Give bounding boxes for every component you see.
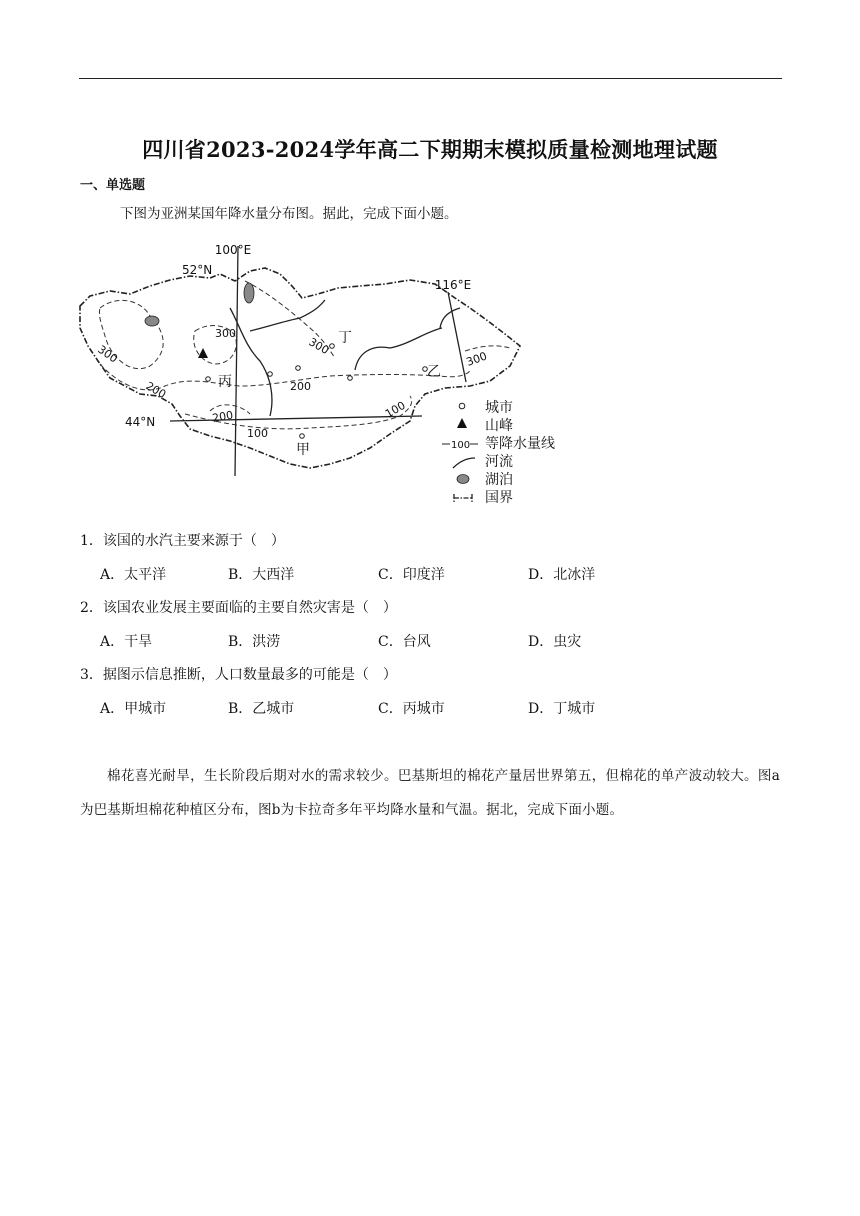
option-a: A．干旱 — [100, 634, 153, 650]
city-label-yi: 乙 — [427, 364, 441, 380]
question-3-options — [100, 698, 700, 718]
legend-isoline-sample: 100 — [451, 440, 471, 451]
city-marker — [300, 434, 305, 439]
label-100e: 100°E — [214, 243, 252, 257]
isoline-label-100: 100 — [247, 427, 268, 440]
legend-river-label: 河流 — [485, 454, 513, 470]
option-d: D．丁城市 — [528, 701, 596, 717]
question-1-options — [100, 564, 700, 584]
isoline-label-300: 300 — [306, 335, 332, 358]
city-marker — [296, 366, 301, 371]
question-intro: 下图为亚洲某国年降水量分布图。据此，完成下面小题。 — [120, 206, 458, 222]
isoline-label-200: 200 — [290, 380, 311, 393]
reading-passage: 棉花喜光耐旱，生长阶段后期对水的需求较少。巴基斯坦的棉花产量居世界第五，但棉花的单产波动较大。图a为巴基斯坦棉花种植区分布，图b为卡拉奇多年平均降水量和气温。据北，完成下面小题。 — [80, 768, 780, 818]
isoline-label-300: 300 — [464, 349, 489, 369]
city-label-jia: 甲 — [296, 442, 310, 458]
city-marker — [206, 377, 211, 382]
option-d: D．虫灾 — [528, 634, 582, 650]
option-c: C．台风 — [378, 634, 431, 650]
header-rule — [79, 78, 782, 79]
question-1-stem: 1．该国的水汽主要来源于（ ） — [80, 533, 285, 549]
page-title: 四川省2023-2024学年高二下期期末模拟质量检测地理试题 — [142, 137, 718, 162]
legend-river-symbol — [453, 458, 475, 468]
option-a: A．太平洋 — [100, 567, 167, 583]
isoline-label-300: 300 — [215, 327, 236, 340]
label-44n: 44°N — [125, 415, 156, 429]
legend-border-label: 国界 — [485, 490, 513, 506]
city-marker — [268, 372, 273, 377]
legend-peak-label: 山峰 — [485, 418, 513, 434]
city-label-ding: 丁 — [338, 330, 352, 346]
river-main — [250, 300, 325, 331]
lake-west — [145, 316, 159, 326]
city-label-bing: 丙 — [218, 374, 232, 390]
legend-lake-symbol — [457, 475, 469, 484]
river-north — [440, 308, 460, 328]
legend-city-symbol — [459, 403, 465, 409]
peak-marker — [198, 348, 208, 358]
option-c: C．印度洋 — [378, 567, 445, 583]
option-b: B．乙城市 — [228, 701, 295, 717]
option-c: C．丙城市 — [378, 701, 445, 717]
legend-peak-symbol — [457, 418, 467, 428]
isoline-label-100: 100 — [383, 398, 408, 421]
legend-city-label: 城市 — [485, 400, 513, 416]
city-marker — [348, 376, 353, 381]
option-d: D．北冰洋 — [528, 567, 596, 583]
question-2-options — [100, 631, 700, 651]
isoline-300-east — [465, 346, 510, 351]
legend-border-symbol — [454, 494, 472, 502]
meridian-116e — [448, 292, 466, 382]
question-2-stem: 2．该国农业发展主要面临的主要自然灾害是（ ） — [80, 600, 397, 616]
label-116e: 116°E — [434, 278, 472, 292]
option-b: B．大西洋 — [228, 567, 295, 583]
precipitation-map — [70, 236, 590, 516]
option-b: B．洪涝 — [228, 634, 281, 650]
legend-lake-label: 湖泊 — [485, 472, 513, 488]
isoline-label-300: 300 — [95, 342, 120, 366]
isoline-label-200: 200 — [211, 408, 235, 425]
isoline-label-200: 200 — [143, 379, 169, 402]
map-legend — [442, 400, 555, 506]
lake-north — [244, 283, 254, 303]
legend-isoline-label: 等降水量线 — [485, 436, 555, 452]
option-a: A．甲城市 — [100, 701, 167, 717]
question-3-stem: 3．据图示信息推断，人口数量最多的可能是（ ） — [80, 667, 397, 683]
label-52n: 52°N — [182, 263, 213, 277]
section-heading: 一、单选题 — [80, 178, 146, 193]
